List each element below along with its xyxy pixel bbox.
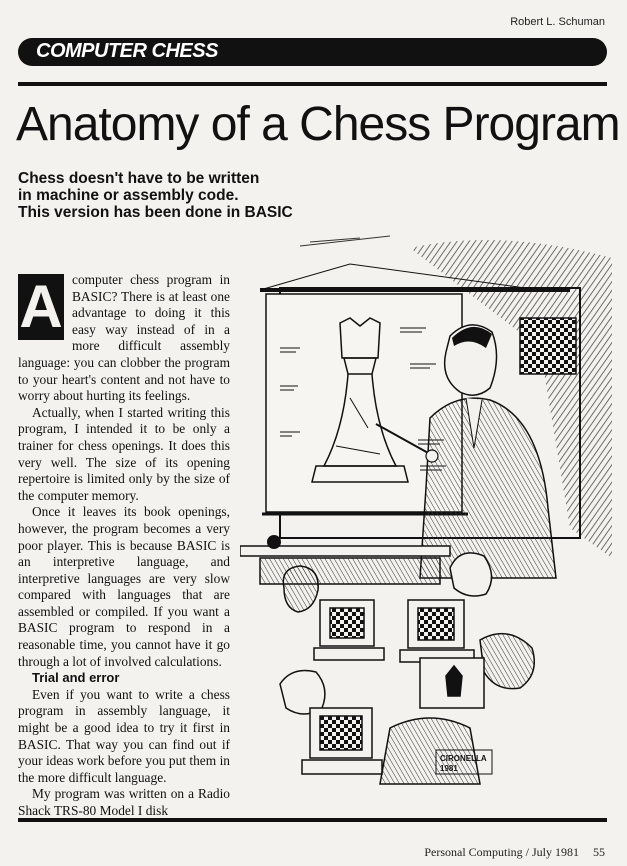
paragraph: Actually, when I started writing this program, I intended it to be only a trainer for chess openings. It does this very well. The size of its opening repertoire is limited only by the size of the computer memory. [18, 404, 230, 503]
svg-text:CIRONELLA: CIRONELLA [440, 754, 487, 763]
student-terminals [280, 553, 534, 784]
page-footer [424, 845, 605, 860]
deck-line: This version has been done in BASIC [18, 204, 293, 221]
paragraph [18, 272, 230, 405]
author-byline: Robert L. Schuman [510, 16, 605, 28]
publication-name: Personal Computing / July 1981 [424, 845, 579, 859]
deck-line: in machine or assembly code. [18, 187, 239, 204]
section-banner-label: COMPUTER CHESS [36, 40, 218, 62]
paragraph: Even if you want to write a chess program in assembly language, it might be a good idea to try it first in BASIC. That way you can find out if your ideas work before you put them in the more difficult language. [18, 686, 230, 785]
chess-class-illustration [240, 228, 612, 800]
top-rule [18, 82, 607, 86]
article-deck [18, 170, 308, 221]
subhead: Trial and error [32, 670, 120, 686]
wall-chessboard [520, 318, 576, 374]
article-title: Anatomy of a Chess Program [16, 98, 620, 151]
article-body [18, 272, 230, 820]
paragraph-text: computer chess program in BASIC? There is at least one advantage to doing it this easy way instead of in a more difficult assembly language: you can clobber the program to your heart's content and not have to worry about hurting its feelings. [18, 272, 230, 404]
svg-text:1981: 1981 [440, 764, 458, 773]
paragraph: Once it leaves its book openings, however, the program becomes a very poor player. This is because BASIC is an interpretive language, and interpretive languages are very slow compared with languages that are assembled or compiled. If you want a BASIC program to respond in a reasonable time, you cannot have it go through a lot of involved calculations. [18, 504, 230, 669]
apple [267, 535, 281, 549]
wall-strokes [300, 236, 390, 246]
drop-cap: A [19, 273, 63, 340]
bottom-rule [18, 818, 607, 822]
deck-line: Chess doesn't have to be written [18, 170, 260, 187]
paragraph: My program was written on a Radio Shack TRS-80 Model I disk [18, 786, 230, 818]
section-banner [18, 38, 607, 66]
page-number: 55 [593, 845, 605, 859]
